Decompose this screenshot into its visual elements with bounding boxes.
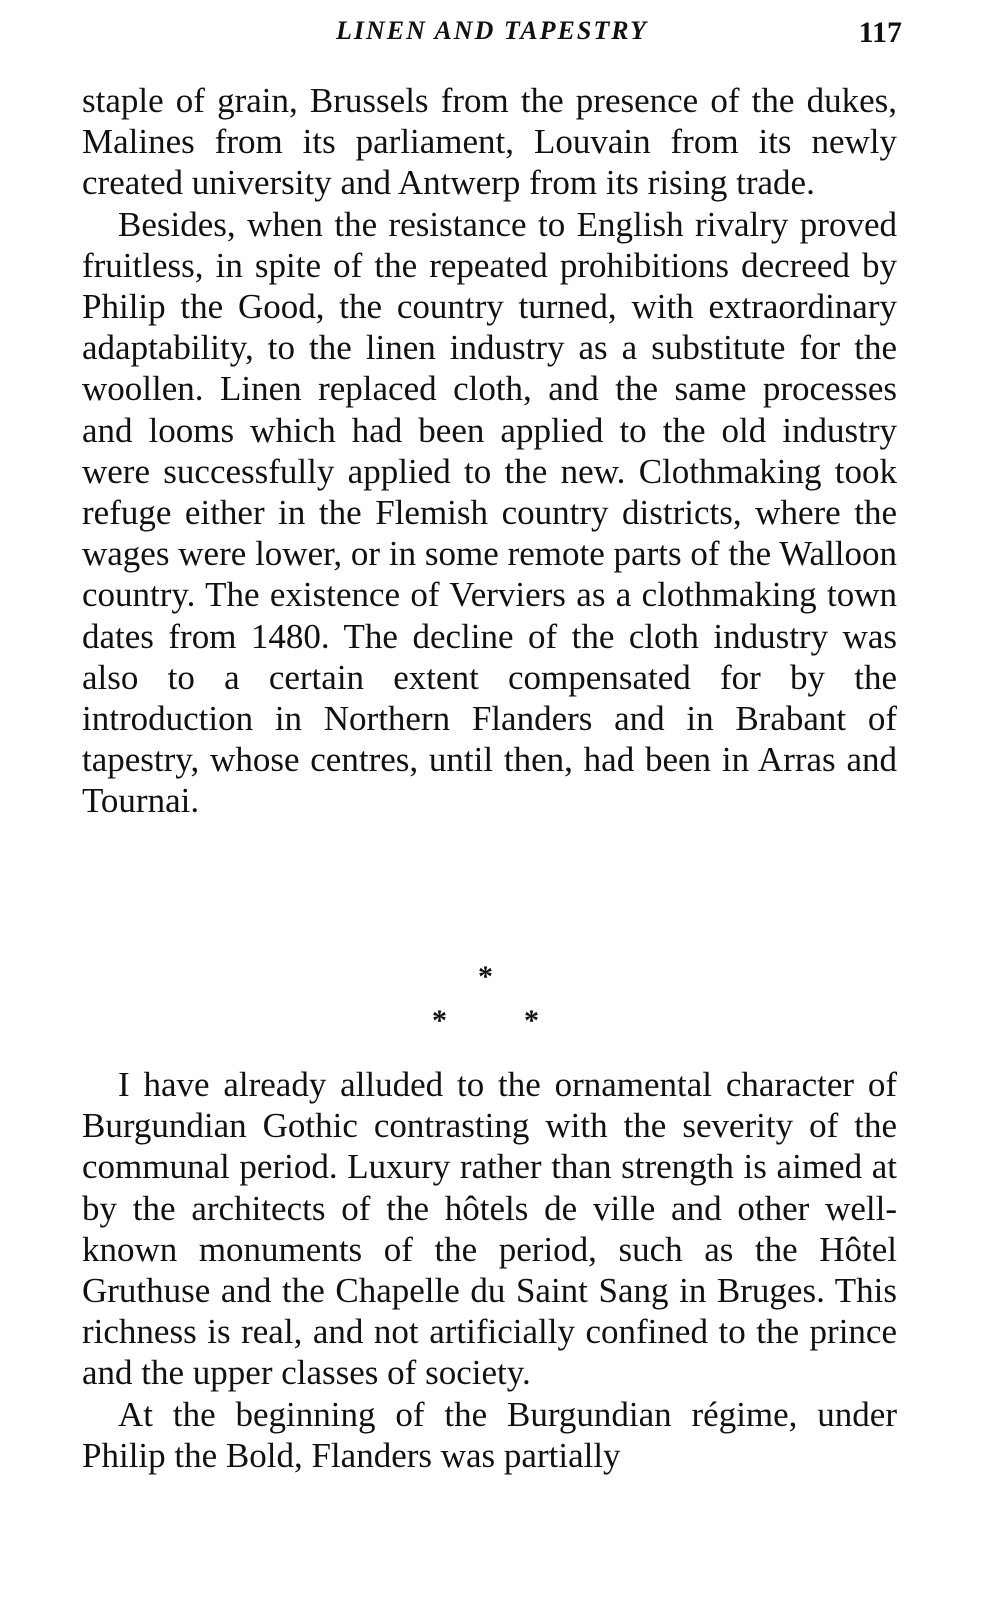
page-number: 117 [858, 16, 902, 49]
page-header [82, 16, 902, 56]
section-break [82, 960, 897, 1040]
running-title: LINEN AND TAPESTRY [336, 16, 648, 45]
body-text-bottom [82, 1064, 897, 1476]
paragraph-burgundian-regime: At the beginning of the Burgundian régime, under Philip the Bold, Flanders was partially [82, 1394, 897, 1475]
paragraph-continued: staple of grain, Brussels from the presence of the dukes, Malines from its parliament, Louvain from its newly created university and Antwerp from its rising trade. [82, 81, 897, 203]
paragraph-linen-industry: Besides, when the resistance to English rivalry proved fruitless, in spite of the repeated prohibitions decreed by Philip the Good, the country turned, with extraordinary adaptability, to the linen industry as a substitute for the woollen. Linen replaced cloth, and the same processes and looms which had been applied to the old industry were successfully applied to the new. Clothmaking took refuge either in the Flemish country districts, where the wages were lower, or in some remote parts of the Walloon country. The existence of Verviers as a clothmaking town dates from 1480. The decline of the cloth industry was also to a certain extent compensated for by the introduction in Northern Flanders and in Brabant of tapestry, whose centres, until then, had been in Arras and Tournai. [82, 204, 897, 821]
body-text-top [82, 80, 897, 822]
paragraph-burgundian-gothic: I have already alluded to the ornamental character of Burgundian Gothic contrasting with the severity of the communal period. Luxury rather than strength is aimed at by the architects of the hôtels de ville and other well-known monuments of the period, such as the Hôtel Gruthuse and the Chapelle du Saint Sang in Bruges. This richness is real, and not artificially confined to the prince and the upper classes of society. [82, 1065, 897, 1393]
section-break-star: * [478, 960, 493, 993]
section-break-star: * [432, 1004, 447, 1037]
section-break-star: * [524, 1004, 539, 1037]
